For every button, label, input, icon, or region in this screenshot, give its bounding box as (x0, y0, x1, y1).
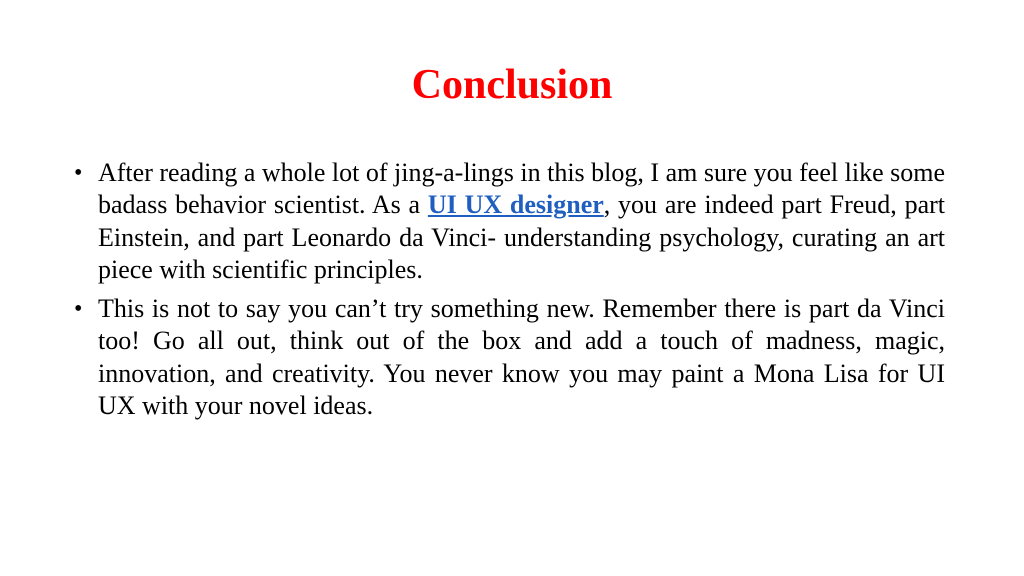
bullet-1-text-before-link: After reading a whole lot of jing-a-lings in this blog, I am sure you feel like some badass behavior scientist. As a (98, 158, 945, 220)
bullet-2-text: This is not to say you can’t try something new. Remember there is part da Vinci too! Go all out, think out of the box and add a touch of madness, magic, innovation, and creativity. You never know you may paint a Mona Lisa for UI UX with your novel ideas. (98, 294, 945, 421)
slide-title: Conclusion (411, 62, 613, 108)
bullet-item-2 (73, 293, 945, 422)
bullet-1-text-after-link: , you are indeed part Freud, part Einstein, and part Leonardo da Vinci- understanding psychology, curating an art piece with scientific principles. (98, 190, 945, 284)
ui-ux-designer-link[interactable]: UI UX designer (427, 190, 604, 220)
bullet-point-icon: • (74, 160, 83, 186)
bullet-list (73, 157, 945, 429)
bullet-point-icon: • (74, 296, 83, 323)
bullet-item-1 (73, 157, 945, 286)
